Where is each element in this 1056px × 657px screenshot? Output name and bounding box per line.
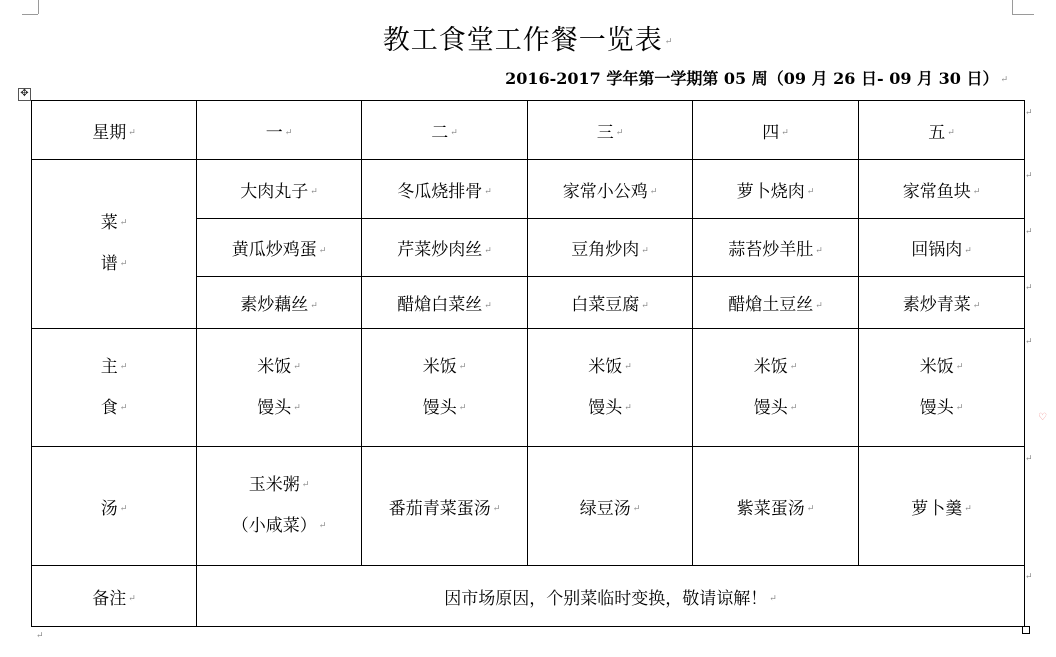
dish-cell[interactable]: 芹菜炒肉丝 ↵ [362, 219, 528, 277]
dish-cell[interactable]: 蒜苔炒羊肚 ↵ [693, 219, 859, 277]
header-cell-day[interactable]: 二 ↵ [362, 101, 528, 160]
remarks-label-cell[interactable]: 备注 ↵ [32, 566, 197, 627]
soup-cell[interactable]: 番茄青菜蛋汤 ↵ [362, 447, 528, 566]
dishes-label-cell[interactable]: 菜 ↵ 谱 ↵ [32, 160, 197, 329]
table-resize-handle[interactable] [1022, 626, 1030, 634]
crop-mark-top-right-h [1012, 14, 1034, 15]
table-move-handle-icon[interactable]: ✥ [18, 88, 31, 101]
staple-cell[interactable]: 米饭 ↵ 馒头 ↵ [528, 329, 693, 447]
paragraph-mark-icon: ↵ [664, 36, 674, 47]
header-cell-day[interactable]: 一 ↵ [197, 101, 362, 160]
row-end-mark-icon: ↵ [1025, 171, 1033, 181]
remarks-text-cell[interactable]: 因市场原因，个别菜临时变换，敬请谅解！ ↵ [197, 566, 1025, 627]
dish-cell[interactable]: 白菜豆腐 ↵ [528, 277, 693, 329]
dish-cell[interactable]: 素炒藕丝 ↵ [197, 277, 362, 329]
dish-cell[interactable]: 家常鱼块 ↵ [859, 160, 1025, 219]
soup-cell[interactable]: 紫菜蛋汤 ↵ [693, 447, 859, 566]
heart-icon: ♡ [1038, 412, 1047, 423]
dish-cell[interactable]: 冬瓜烧排骨 ↵ [362, 160, 528, 219]
row-end-mark-icon: ↵ [1025, 108, 1033, 118]
soup-label-cell[interactable]: 汤 ↵ [32, 447, 197, 566]
dish-cell[interactable]: 回锅肉 ↵ [859, 219, 1025, 277]
dish-row [32, 160, 1025, 219]
header-row [32, 101, 1025, 160]
menu-table [31, 100, 1025, 627]
dish-cell[interactable]: 豆角炒肉 ↵ [528, 219, 693, 277]
week-subtitle: 2016-2017 学年第一学期第 05 周（09 月 26 日- 09 月 30 日） ↵ [505, 69, 1008, 88]
paragraph-mark-icon: ↵ [1000, 74, 1008, 85]
dish-cell[interactable]: 黄瓜炒鸡蛋 ↵ [197, 219, 362, 277]
staple-cell[interactable]: 米饭 ↵ 馒头 ↵ [859, 329, 1025, 447]
row-end-mark-icon: ↵ [1025, 454, 1033, 464]
staple-cell[interactable]: 米饭 ↵ 馒头 ↵ [693, 329, 859, 447]
staple-cell[interactable]: 米饭 ↵ 馒头 ↵ [362, 329, 528, 447]
crop-mark-top-left [38, 0, 39, 14]
staple-cell[interactable]: 米饭 ↵ 馒头 ↵ [197, 329, 362, 447]
dish-cell[interactable]: 醋熗土豆丝 ↵ [693, 277, 859, 329]
header-cell-weekday[interactable]: 星期 ↵ [32, 101, 197, 160]
soup-row [32, 447, 1025, 566]
row-end-mark-icon: ↵ [1025, 283, 1033, 293]
row-end-mark-icon: ↵ [1025, 572, 1033, 582]
soup-cell[interactable]: 玉米粥 ↵ （小咸菜） ↵ [197, 447, 362, 566]
remarks-row [32, 566, 1025, 627]
dish-cell[interactable]: 大肉丸子 ↵ [197, 160, 362, 219]
crop-mark-top-right [1012, 0, 1013, 14]
dish-cell[interactable]: 素炒青菜 ↵ [859, 277, 1025, 329]
staple-row [32, 329, 1025, 447]
dish-cell[interactable]: 醋熗白菜丝 ↵ [362, 277, 528, 329]
dish-cell[interactable]: 萝卜烧肉 ↵ [693, 160, 859, 219]
row-end-mark-icon: ↵ [1025, 227, 1033, 237]
header-cell-day[interactable]: 四 ↵ [693, 101, 859, 160]
page-title: 教工食堂工作餐一览表 ↵ [382, 25, 674, 56]
header-cell-day[interactable]: 五 ↵ [859, 101, 1025, 160]
header-cell-day[interactable]: 三 ↵ [528, 101, 693, 160]
paragraph-mark-icon: ↵ [36, 631, 44, 641]
crop-mark-top-left-h [22, 14, 38, 15]
soup-cell[interactable]: 绿豆汤 ↵ [528, 447, 693, 566]
row-end-mark-icon: ↵ [1025, 337, 1033, 347]
soup-cell[interactable]: 萝卜羹 ↵ [859, 447, 1025, 566]
dish-cell[interactable]: 家常小公鸡 ↵ [528, 160, 693, 219]
staple-label-cell[interactable]: 主 ↵ 食 ↵ [32, 329, 197, 447]
